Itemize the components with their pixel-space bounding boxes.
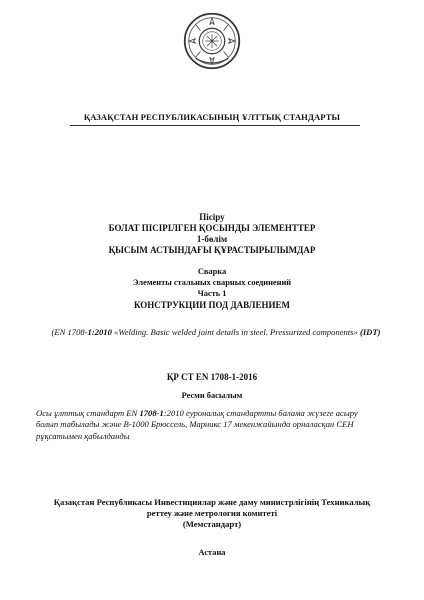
- reference-idt: (IDT): [359, 327, 381, 337]
- paragraph-pre: Осы ұлттық стандарт EN: [36, 408, 140, 418]
- agency-line3: (Мемстандарт): [182, 519, 242, 529]
- paragraph-line3: рұқсатымен қабылданды: [36, 430, 130, 441]
- title-kz-line4: ҚЫСЫМ АСТЫНДАҒЫ ҚҰРАСТЫРЫЛЫМДАР: [108, 245, 316, 255]
- paragraph-code: 1708-1: [139, 408, 164, 418]
- agency-line2: реттеу және метрология комитеті: [146, 508, 278, 518]
- paragraph-line2: болып табылады және B-1000 Брюссель, Марникс 17 мекенжайында орналасқан СЕН: [36, 419, 354, 430]
- title-kz-line1: Пісіру: [199, 212, 225, 222]
- title-ru-line1: Сварка: [197, 267, 227, 276]
- adoption-paragraph: [36, 408, 392, 442]
- city-label: Астана: [198, 548, 226, 557]
- header-divider: [70, 125, 360, 126]
- edition-label: Ресми басылым: [181, 391, 243, 400]
- reference-open: (EN 1708-: [51, 327, 88, 337]
- title-ru-line3: Часть 1: [197, 289, 227, 298]
- en-standard-reference: [36, 327, 396, 337]
- issuing-agency: [30, 497, 394, 530]
- paragraph-line1-rest: :2010 еуроналық стандартты балама жүзеге асыру: [163, 408, 358, 418]
- reference-title: «Welding. Basic welded joint details in steel. Pressurized components»: [111, 327, 360, 337]
- title-ru-line4: КОНСТРУКЦИИ ПОД ДАВЛЕНИЕМ: [133, 300, 290, 310]
- standard-code: ҚР СТ EN 1708-1-2016: [166, 372, 258, 382]
- reference-part: 1:2010: [87, 327, 112, 337]
- document-header-title: ҚАЗАҚСТАН РЕСПУБЛИКАСЫНЫҢ ҰЛТТЫҚ СТАНДАРТЫ: [83, 112, 341, 122]
- state-emblem-icon: [183, 12, 241, 70]
- title-kz-line2: БОЛАТ ПІСІРІЛГЕН ҚОСЫНДЫ ЭЛЕМЕНТТЕР: [108, 223, 316, 233]
- title-ru-line2: Элементы стальных сварных соединений: [132, 278, 292, 287]
- agency-line1: Қазақстан Республикасы Инвестициялар және даму министрлігінің Техникалық: [53, 497, 371, 507]
- title-kz-line3: 1-бөлім: [196, 234, 228, 244]
